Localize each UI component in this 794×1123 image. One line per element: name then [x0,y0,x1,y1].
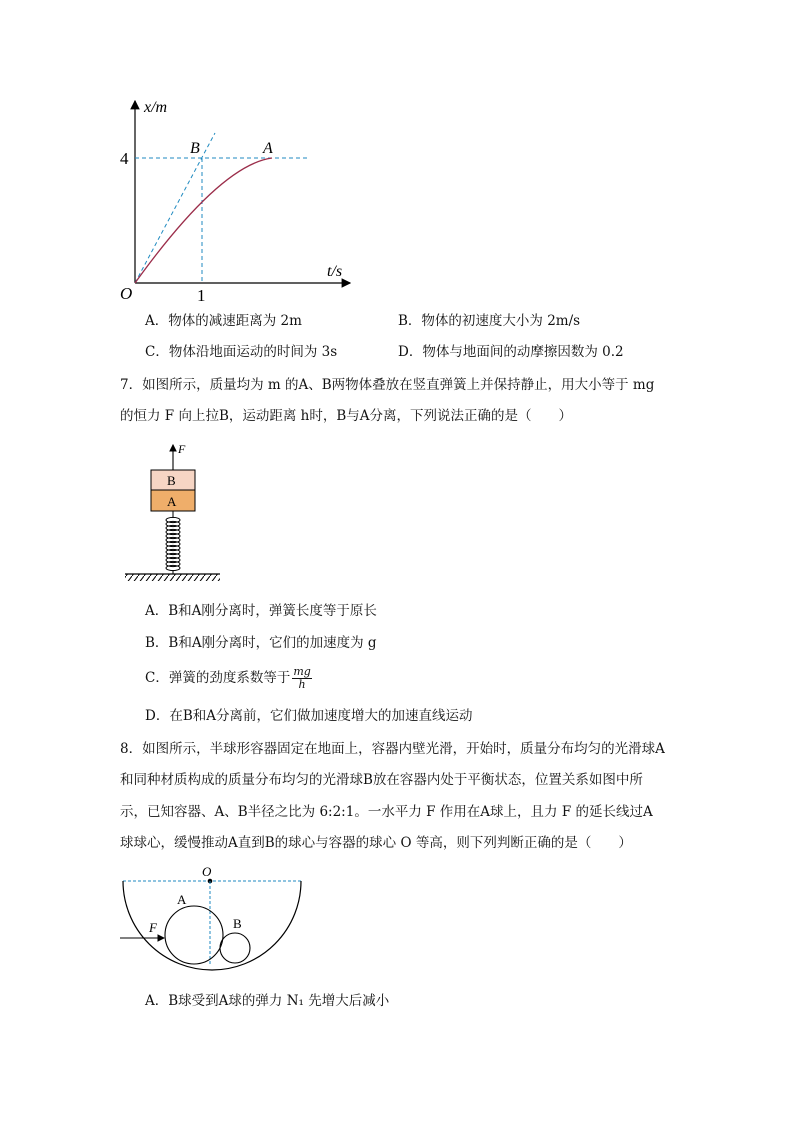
force-f-label: F [149,920,157,935]
origin-label: O [120,284,133,303]
block-b-label: B [167,473,176,488]
force-label: F [178,442,186,456]
q7-stem-line2: 的恒力 F 向上拉B，运动距离 h时，B与A分离，下列说法正确的是（ ） [120,408,573,424]
ball-b [220,933,250,963]
xt-curve [135,158,272,283]
q7-option-c-prefix: C．弹簧的劲度系数等于 [145,670,291,686]
q6-option-a[interactable]: A．物体的减速距离为 2m [145,313,302,329]
q8-stem-line3: 示，已知容器、A、B半径之比为 6:2:1。一水平力 F 作用在A球上，且力 F 的延长线过A [120,804,653,820]
q8-stem-line1: 8．如图所示，半球形容器固定在地面上，容器内壁光滑，开始时，质量分布均匀的光滑球A [120,741,665,757]
fraction-mg-over-h [292,666,311,691]
xt-graph [110,95,360,310]
ball-a [165,906,223,964]
x-tick-1: 1 [197,286,206,305]
tangent-dashed-line [135,133,215,283]
point-b-label: B [190,140,200,157]
point-a-label: A [263,140,273,157]
spring-blocks-figure [120,440,230,585]
q7-option-a[interactable]: A．B和A刚分离时，弹簧长度等于原长 [145,603,377,619]
y-tick-4: 4 [120,149,129,168]
ball-b-label: B [233,916,242,931]
hemisphere-figure [115,862,310,977]
q6-option-c[interactable]: C．物体沿地面运动的时间为 3s [145,344,338,360]
ball-a-label: A [177,892,187,907]
q8-option-a[interactable]: A．B球受到A球的弹力 N₁ 先增大后减小 [145,993,390,1009]
q7-option-c[interactable] [145,663,312,693]
fraction-denominator: h [298,678,306,691]
q7-option-b[interactable]: B．B和A刚分离时，它们的加速度为 g [145,635,377,651]
x-axis-label: t/s [327,263,343,280]
center-label-o: O [202,864,212,879]
q6-option-b[interactable]: B．物体的初速度大小为 2m/s [398,313,581,329]
y-axis-label: x/m [144,99,168,116]
block-a-label: A [167,494,177,509]
q6-option-d[interactable]: D．物体与地面间的动摩擦因数为 0.2 [398,344,624,360]
q8-stem-line4: 球球心，缓慢推动A直到B的球心与容器的球心 O 等高，则下列判断正确的是（ ） [120,835,632,851]
fraction-numerator: mg [293,665,311,678]
q7-option-d[interactable]: D．在B和A分离前，它们做加速度增大的加速直线运动 [145,708,473,724]
spring [166,511,180,574]
q7-stem-line1: 7．如图所示，质量均为 m 的A、B两物体叠放在竖直弹簧上并保持静止，用大小等于 mg [120,377,655,393]
q8-stem-line2: 和同种材质构成的质量分布均匀的光滑球B放在容器内处于平衡状态，位置关系如图中所 [120,772,643,788]
ground-hatch [125,574,220,581]
